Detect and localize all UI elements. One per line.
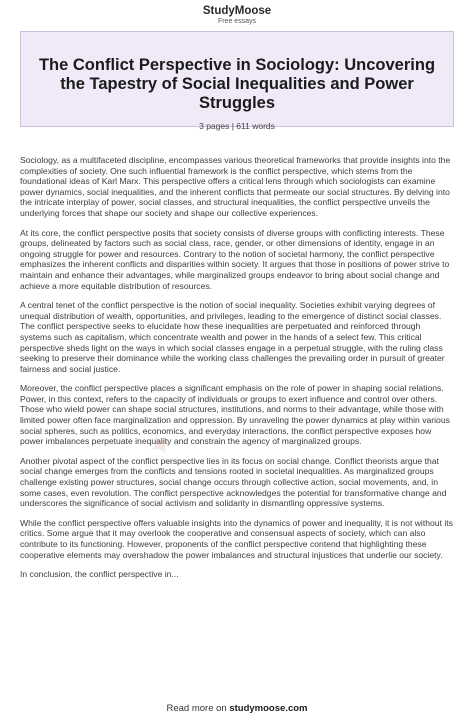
brand-logo[interactable]: StudyMoose [202,5,272,17]
page-title: The Conflict Perspective in Sociology: Uncovering the Tapestry of Social Inequalities and Power Struggles [38,56,436,112]
essay-body [20,155,454,580]
paragraph: While the conflict perspective offers valuable insights into the dynamics of power and inequality, it is not without its critics. Some argue that it may overlook the cooperative and consensual aspects of society, which can also contribute to its functioning. However, proponents of the conflict perspective contend that highlighting these cooperative elements may overshadow the power imbalances and structural injustices that underlie our society. [20,517,453,560]
paragraph: Another pivotal aspect of the conflict perspective lies in its focus on social change. Conflict theorists argue that social change emerges from the conflicts and tensions rooted in societal inequalities. As marginalized groups challenge existing power structures, social change occurs through collective action, social movements, and, in some cases, even revolution. The conflict perspective acknowledges the potential for transformative change and underscores the significance of social activism and solidarity in dismantling oppressive systems. [20,455,447,509]
paragraph: In conclusion, the conflict perspective in... [20,569,179,580]
title-box [20,31,454,131]
footer [0,703,474,714]
footer-link[interactable]: studymoose.com [229,703,308,714]
paragraph: At its core, the conflict perspective posits that society consists of diverse groups with conflicting interests. These groups, delineated by factors such as social class, race, gender, or other dimensions of identity, engage in an ongoing struggle for power and resources. Contrary to the notion of societal harmony, the conflict perspective emphasizes the inherent conflicts and disparities within society. It argues that those in positions of power strive to maintain and enhance their advantages, while marginalized groups endeavor to bring about social change and achieve a more equitable distribution of resources. [20,227,450,291]
brand-subtitle: Free essays [217,18,257,25]
paragraph: Sociology, as a multifaceted discipline, encompasses various theoretical frameworks that provide insights into the complexities of society. One such influential framework is the conflict perspective, which stems from the foundational ideas of Karl Marx. This perspective offers a critical lens through which sociologists can examine power dynamics, social inequalities, and the inherent conflicts that permeate our social structures. By delving into the intricate interplay of power, social classes, and structural inequalities, the conflict perspective unveils the underlying forces that shape our society and shape our collective experiences. [20,155,451,218]
paragraph: A central tenet of the conflict perspective is the notion of social inequality. Societies exhibit varying degrees of unequal distribution of wealth, opportunities, and privileges, leading to the emergence of distinct social classes. The conflict perspective seeks to elucidate how these inequalities are perpetuated and reinforced through systems such as capitalism, which concentrate wealth and power in the hands of a select few. This critical perspective sheds light on the ways in which social classes engage in a perpetual struggle, with the ruling class seeking to preserve their dominance while the working class challenges the prevailing order in pursuit of greater fairness and social justice. [20,300,445,374]
brand-header [0,0,474,25]
essay-meta: 3 pages | 611 words [199,121,275,131]
watermark: ✦ [143,426,178,464]
paragraph: Moreover, the conflict perspective places a significant emphasis on the role of power in shaping social relations. Power, in this context, refers to the capacity of individuals or groups to exert influence and control over others. Those who wield power can shape social structures, institutions, and norms to their advantage, while those with limited power often face marginalization and oppression. By unraveling the power dynamics at play within various social spheres, such as politics, economics, and everyday interactions, the conflict perspective exposes how power imbalances perpetuate inequality and constrain the agency of marginalized groups. [20,383,450,447]
footer-prefix: Read more on [166,703,227,714]
